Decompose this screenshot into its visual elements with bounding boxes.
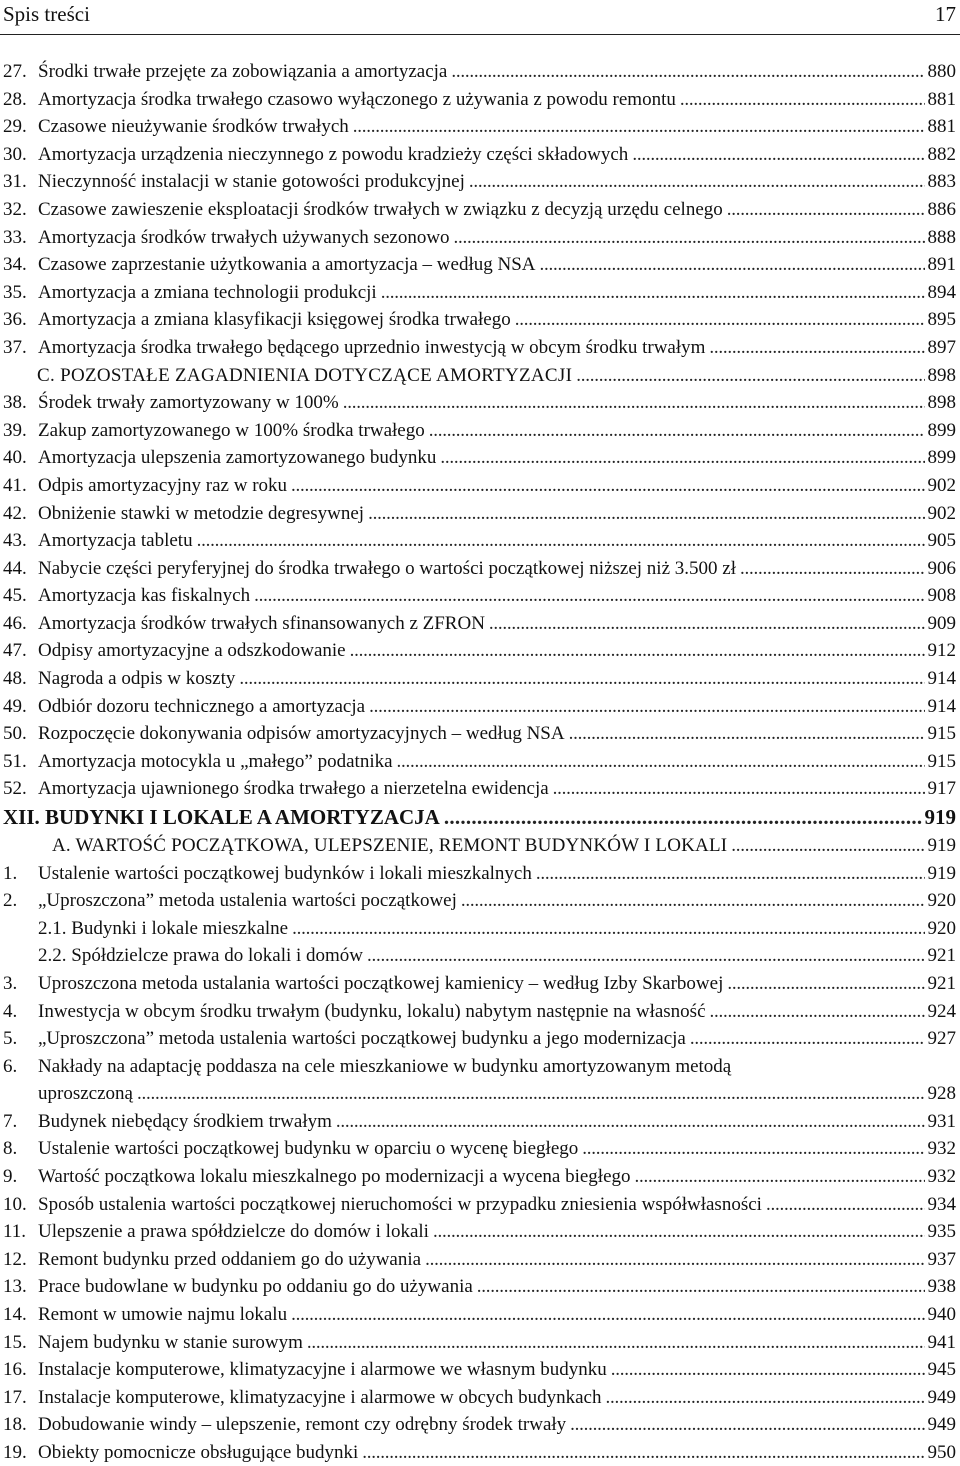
- toc-entry: [0, 775, 960, 803]
- toc-entry-title: Amortyzacja ulepszenia zamortyzowanego budynku: [38, 444, 440, 472]
- toc-entry-page: 883: [925, 168, 960, 196]
- toc-entry-page: 932: [925, 1135, 960, 1163]
- toc-entry-page: 898: [925, 362, 960, 390]
- dot-leader: [429, 417, 925, 445]
- toc-entry-title: 2.1. Budynki i lokale mieszkalne: [38, 915, 292, 943]
- toc-entry-title: Instalacje komputerowe, klimatyzacyjne i alarmowe w obcych budynkach: [38, 1384, 605, 1412]
- toc-entry-title: Środek trwały zamortyzowany w 100%: [38, 389, 343, 417]
- toc-entry: [0, 1025, 960, 1053]
- toc-entry-title: Remont budynku przed oddaniem go do używania: [38, 1246, 425, 1274]
- toc-entry-title: Amortyzacja środków trwałych używanych sezonowo: [38, 224, 454, 252]
- toc-entry-page: 920: [925, 887, 960, 915]
- toc-entry-number: 8.: [3, 1135, 17, 1163]
- toc-entry-page: 945: [925, 1356, 960, 1384]
- toc-entry: [0, 748, 960, 776]
- toc-entry: [0, 472, 960, 500]
- toc-entry-page: 931: [925, 1108, 960, 1136]
- toc-entry: [0, 417, 960, 445]
- toc-entry: [0, 582, 960, 610]
- toc-entry-page: 914: [925, 693, 960, 721]
- toc-entry-title: Prace budowlane w budynku po oddaniu go do używania: [38, 1273, 477, 1301]
- toc-entry-page: 895: [925, 306, 960, 334]
- toc-entry: [0, 527, 960, 555]
- toc-entry: [0, 389, 960, 417]
- dot-leader: [489, 610, 925, 638]
- toc-entry: [0, 196, 960, 224]
- toc-entry-number: 2.: [3, 887, 17, 915]
- dot-leader: [477, 1273, 925, 1301]
- toc-entry-page: 938: [925, 1273, 960, 1301]
- toc-entry-page: 927: [925, 1025, 960, 1053]
- dot-leader: [582, 1135, 924, 1163]
- toc-entry: [0, 637, 960, 665]
- toc-entry-number: 52.: [3, 775, 27, 803]
- toc-entry-title: Rozpoczęcie dokonywania odpisów amortyzacyjnych – według NSA: [38, 720, 569, 748]
- toc-entry-number: 40.: [3, 444, 27, 472]
- toc-entry-number: 32.: [3, 196, 27, 224]
- toc-entry-page: 940: [925, 1301, 960, 1329]
- toc-entry-title: Ustalenie wartości początkowej budynku w oparciu o wycenę biegłego: [38, 1135, 582, 1163]
- dot-leader: [461, 887, 925, 915]
- toc-entry: [0, 86, 960, 114]
- toc-entry-page: 902: [925, 472, 960, 500]
- toc-entry-title: Budynek niebędący środkiem trwałym: [38, 1108, 336, 1136]
- toc-entry: [0, 1191, 960, 1219]
- toc-entry-page: 932: [925, 1163, 960, 1191]
- toc-entry: [0, 1301, 960, 1329]
- dot-leader: [368, 500, 924, 528]
- toc-entry-title: Remont w umowie najmu lokalu: [38, 1301, 291, 1329]
- toc-entry-title: Ulepszenie a prawa spółdzielcze do domów i lokali: [38, 1218, 433, 1246]
- toc-entry-page: 899: [925, 417, 960, 445]
- dot-leader: [731, 832, 924, 860]
- dot-leader: [454, 224, 925, 252]
- toc-entry-number: 42.: [3, 500, 27, 528]
- toc-entry-number: 1.: [3, 860, 17, 888]
- toc-entry-page: 899: [925, 444, 960, 472]
- toc-entry-page: 921: [925, 970, 960, 998]
- toc-entry-number: 15.: [3, 1329, 27, 1357]
- dot-leader: [611, 1356, 925, 1384]
- toc-entry-title: Nieczynność instalacji w stanie gotowości produkcyjnej: [38, 168, 469, 196]
- toc-entry-number: 41.: [3, 472, 27, 500]
- dot-leader: [515, 306, 925, 334]
- dot-leader: [569, 720, 925, 748]
- toc-entry-page: 897: [925, 334, 960, 362]
- toc-entry: [0, 803, 960, 832]
- toc-entry: [0, 942, 960, 970]
- toc-entry-number: 34.: [3, 251, 27, 279]
- dot-leader: [451, 58, 924, 86]
- toc-entry-number: 48.: [3, 665, 27, 693]
- toc-entry: [0, 998, 960, 1026]
- toc-entry-title: 2.2. Spółdzielcze prawa do lokali i domów: [38, 942, 367, 970]
- toc-entry-title: Czasowe zawieszenie eksploatacji środków trwałych w związku z decyzją urzędu celnego: [38, 196, 727, 224]
- dot-leader: [254, 582, 924, 610]
- toc-entry-number: 13.: [3, 1273, 27, 1301]
- toc-entry: [0, 500, 960, 528]
- dot-leader: [381, 279, 925, 307]
- toc-entry-number: 7.: [3, 1108, 17, 1136]
- toc-entry: [0, 832, 960, 860]
- toc-entry: [0, 860, 960, 888]
- toc-entry-title: Sposób ustalenia wartości początkowej nieruchomości w przypadku zniesienia współwłasności: [38, 1191, 766, 1219]
- toc-entry-title: Środki trwałe przejęte za zobowiązania a amortyzacja: [38, 58, 451, 86]
- dot-leader: [137, 1080, 925, 1108]
- toc-entry-number: 44.: [3, 555, 27, 583]
- toc-entry-title: Nagroda a odpis w koszty: [38, 665, 239, 693]
- toc-entry-title: Czasowe nieużywanie środków trwałych: [38, 113, 353, 141]
- table-of-contents: [0, 58, 960, 1466]
- toc-entry: [0, 334, 960, 362]
- toc-entry-title: Odpis amortyzacyjny raz w roku: [38, 472, 291, 500]
- toc-entry-page: 894: [925, 279, 960, 307]
- dot-leader: [766, 1191, 925, 1219]
- dot-leader: [336, 1108, 925, 1136]
- toc-entry-page: 891: [925, 251, 960, 279]
- toc-entry: [0, 1218, 960, 1246]
- toc-entry: [0, 1135, 960, 1163]
- toc-entry-title: Odpisy amortyzacyjne a odszkodowanie: [38, 637, 350, 665]
- toc-entry: [0, 915, 960, 943]
- toc-entry-number: 16.: [3, 1356, 27, 1384]
- toc-entry-page: 881: [925, 86, 960, 114]
- dot-leader: [433, 1218, 925, 1246]
- toc-entry: [0, 1163, 960, 1191]
- toc-entry: [0, 1356, 960, 1384]
- toc-entry-number: 38.: [3, 389, 27, 417]
- toc-entry-page: 915: [925, 748, 960, 776]
- toc-entry-title: Amortyzacja motocykla u „małego” podatnika: [38, 748, 397, 776]
- toc-entry-page: 935: [925, 1218, 960, 1246]
- toc-entry-title: Najem budynku w stanie surowym: [38, 1329, 307, 1357]
- toc-entry-title: Nabycie części peryferyjnej do środka trwałego o wartości początkowej niższej niż 3.500 zł: [38, 555, 740, 583]
- dot-leader: [635, 1163, 925, 1191]
- toc-entry-number: 47.: [3, 637, 27, 665]
- dot-leader: [709, 334, 924, 362]
- toc-entry: [0, 168, 960, 196]
- toc-entry-title: Amortyzacja urządzenia nieczynnego z powodu kradzieży części składowych: [38, 141, 632, 169]
- toc-entry-title: Inwestycja w obcym środku trwałym (budynku, lokalu) nabytym następnie na własność: [38, 998, 710, 1026]
- toc-entry: [0, 306, 960, 334]
- header-page-number: 17: [935, 2, 956, 27]
- toc-entry-page: 950: [925, 1439, 960, 1466]
- dot-leader: [440, 444, 924, 472]
- toc-entry-page: 915: [925, 720, 960, 748]
- dot-leader: [444, 803, 922, 832]
- toc-entry: [0, 58, 960, 86]
- toc-entry-title: Amortyzacja kas fiskalnych: [38, 582, 254, 610]
- toc-entry-page: 905: [925, 527, 960, 555]
- toc-entry-number: 29.: [3, 113, 27, 141]
- dot-leader: [680, 86, 925, 114]
- toc-entry: [0, 665, 960, 693]
- toc-entry: [0, 693, 960, 721]
- toc-entry-title: Amortyzacja tabletu: [38, 527, 197, 555]
- toc-entry-title: Uproszczona metoda ustalania wartości początkowej kamienicy – według Izby Skarbowej: [38, 970, 727, 998]
- toc-entry: [0, 720, 960, 748]
- toc-entry-title: C. POZOSTAŁE ZAGADNIENIA DOTYCZĄCE AMORTYZACJI: [37, 362, 576, 390]
- toc-entry-title: Ustalenie wartości początkowej budynków i lokali mieszkalnych: [38, 860, 536, 888]
- toc-entry-number: 49.: [3, 693, 27, 721]
- dot-leader: [740, 555, 925, 583]
- toc-entry-page: 888: [925, 224, 960, 252]
- toc-entry-page: 928: [925, 1080, 960, 1108]
- toc-entry: [0, 1080, 960, 1108]
- toc-entry-page: 917: [925, 775, 960, 803]
- toc-entry-title: Obiekty pomocnicze obsługujące budynki: [38, 1439, 362, 1466]
- toc-entry-title: Instalacje komputerowe, klimatyzacyjne i alarmowe we własnym budynku: [38, 1356, 611, 1384]
- page-header: [0, 0, 960, 35]
- toc-entry: [0, 1108, 960, 1136]
- toc-entry-number: 11.: [3, 1218, 26, 1246]
- toc-entry-number: 46.: [3, 610, 27, 638]
- toc-entry: [0, 1411, 960, 1439]
- dot-leader: [369, 693, 924, 721]
- toc-entry-number: 45.: [3, 582, 27, 610]
- toc-entry-title: Amortyzacja ujawnionego środka trwałego a nierzetelna ewidencja: [38, 775, 553, 803]
- toc-entry: [0, 1273, 960, 1301]
- toc-entry-page: 937: [925, 1246, 960, 1274]
- toc-entry-number: 28.: [3, 86, 27, 114]
- toc-entry-title: A. WARTOŚĆ POCZĄTKOWA, ULEPSZENIE, REMONT BUDYNKÓW I LOKALI: [52, 832, 731, 860]
- toc-entry: [0, 1329, 960, 1357]
- toc-entry-page: 934: [925, 1191, 960, 1219]
- toc-entry: [0, 444, 960, 472]
- toc-entry-title: Odbiór dozoru technicznego a amortyzacja: [38, 693, 369, 721]
- toc-entry-number: 9.: [3, 1163, 17, 1191]
- toc-entry: [0, 555, 960, 583]
- toc-entry-number: 39.: [3, 417, 27, 445]
- toc-entry-page: 919: [925, 832, 960, 860]
- toc-entry: [0, 1246, 960, 1274]
- toc-entry-page: 908: [925, 582, 960, 610]
- toc-entry-title: Amortyzacja a zmiana klasyfikacji księgowej środka trwałego: [38, 306, 515, 334]
- dot-leader: [343, 389, 925, 417]
- dot-leader: [307, 1329, 925, 1357]
- dot-leader: [632, 141, 924, 169]
- toc-entry-number: 51.: [3, 748, 27, 776]
- toc-entry-number: 37.: [3, 334, 27, 362]
- dot-leader: [469, 168, 925, 196]
- dot-leader: [197, 527, 925, 555]
- toc-entry-page: 898: [925, 389, 960, 417]
- toc-entry: [0, 1384, 960, 1412]
- toc-entry: [0, 251, 960, 279]
- toc-entry-title: Wartość początkowa lokalu mieszkalnego po modernizacji a wycena biegłego: [38, 1163, 635, 1191]
- toc-entry: [0, 113, 960, 141]
- toc-entry-page: 882: [925, 141, 960, 169]
- toc-entry-number: 19.: [3, 1439, 27, 1466]
- toc-entry-page: 919: [925, 860, 960, 888]
- dot-leader: [536, 860, 925, 888]
- toc-entry-title: Dobudowanie windy – ulepszenie, remont czy odrębny środek trwały: [38, 1411, 570, 1439]
- toc-entry-title: Zakup zamortyzowanego w 100% środka trwałego: [38, 417, 429, 445]
- toc-entry-page: 906: [925, 555, 960, 583]
- toc-entry-title: Amortyzacja środka trwałego będącego uprzednio inwestycją w obcym środku trwałym: [38, 334, 709, 362]
- toc-entry-page: 919: [922, 803, 960, 832]
- toc-entry: [0, 279, 960, 307]
- toc-entry-number: 35.: [3, 279, 27, 307]
- dot-leader: [291, 472, 924, 500]
- toc-entry: [0, 970, 960, 998]
- toc-entry-number: 33.: [3, 224, 27, 252]
- toc-entry-number: 3.: [3, 970, 17, 998]
- dot-leader: [605, 1384, 924, 1412]
- toc-entry-page: 909: [925, 610, 960, 638]
- toc-entry-title: Amortyzacja środka trwałego czasowo wyłączonego z używania z powodu remontu: [38, 86, 680, 114]
- toc-entry-number: 31.: [3, 168, 27, 196]
- toc-entry-number: 27.: [3, 58, 27, 86]
- toc-entry-title: Nakłady na adaptację poddasza na cele mieszkaniowe w budynku amortyzowanym metodą: [38, 1053, 735, 1081]
- toc-entry-number: 12.: [3, 1246, 27, 1274]
- dot-leader: [690, 1025, 925, 1053]
- toc-entry-page: 949: [925, 1384, 960, 1412]
- toc-entry-number: 14.: [3, 1301, 27, 1329]
- dot-leader: [367, 942, 924, 970]
- toc-entry-number: 4.: [3, 998, 17, 1026]
- toc-entry-title: XII. BUDYNKI I LOKALE A AMORTYZACJA: [3, 803, 444, 832]
- dot-leader: [239, 665, 924, 693]
- dot-leader: [727, 196, 925, 224]
- toc-entry: [0, 141, 960, 169]
- dot-leader: [710, 998, 925, 1026]
- header-title: Spis treści: [3, 2, 90, 27]
- toc-entry-page: 912: [925, 637, 960, 665]
- toc-entry-number: 18.: [3, 1411, 27, 1439]
- dot-leader: [291, 1301, 924, 1329]
- toc-entry-page: 924: [925, 998, 960, 1026]
- dot-leader: [540, 251, 925, 279]
- toc-entry: [0, 1439, 960, 1466]
- toc-entry: [0, 887, 960, 915]
- toc-entry: [0, 610, 960, 638]
- toc-entry: [0, 362, 960, 390]
- dot-leader: [397, 748, 925, 776]
- toc-entry-number: 50.: [3, 720, 27, 748]
- toc-entry-page: 941: [925, 1329, 960, 1357]
- toc-entry-title: Amortyzacja środków trwałych sfinansowanych z ZFRON: [38, 610, 489, 638]
- toc-entry-number: 30.: [3, 141, 27, 169]
- toc-entry-title: Amortyzacja a zmiana technologii produkcji: [38, 279, 381, 307]
- toc-entry-page: 949: [925, 1411, 960, 1439]
- dot-leader: [353, 113, 925, 141]
- toc-entry-page: 920: [925, 915, 960, 943]
- toc-entry-title: „Uproszczona” metoda ustalenia wartości początkowej: [38, 887, 461, 915]
- toc-entry-page: 921: [925, 942, 960, 970]
- dot-leader: [570, 1411, 924, 1439]
- toc-entry: [0, 224, 960, 252]
- dot-leader: [292, 915, 924, 943]
- toc-entry-page: 914: [925, 665, 960, 693]
- toc-entry-number: 10.: [3, 1191, 27, 1219]
- dot-leader: [362, 1439, 924, 1466]
- toc-entry-page: 881: [925, 113, 960, 141]
- toc-entry-number: 36.: [3, 306, 27, 334]
- dot-leader: [553, 775, 925, 803]
- toc-entry-title: uproszczoną: [38, 1080, 137, 1108]
- toc-entry-page: 886: [925, 196, 960, 224]
- toc-entry-number: 5.: [3, 1025, 17, 1053]
- dot-leader: [350, 637, 925, 665]
- toc-entry-page: 880: [925, 58, 960, 86]
- toc-entry-title: Czasowe zaprzestanie użytkowania a amortyzacja – według NSA: [38, 251, 540, 279]
- dot-leader: [727, 970, 924, 998]
- toc-entry-title: Obniżenie stawki w metodzie degresywnej: [38, 500, 368, 528]
- toc-entry-title: „Uproszczona” metoda ustalenia wartości początkowej budynku a jego modernizacja: [38, 1025, 690, 1053]
- dot-leader: [425, 1246, 924, 1274]
- toc-entry-number: 43.: [3, 527, 27, 555]
- toc-entry: [0, 1053, 960, 1080]
- toc-entry-page: 902: [925, 500, 960, 528]
- toc-entry-number: 17.: [3, 1384, 27, 1412]
- dot-leader: [576, 362, 924, 390]
- toc-entry-number: 6.: [3, 1053, 17, 1081]
